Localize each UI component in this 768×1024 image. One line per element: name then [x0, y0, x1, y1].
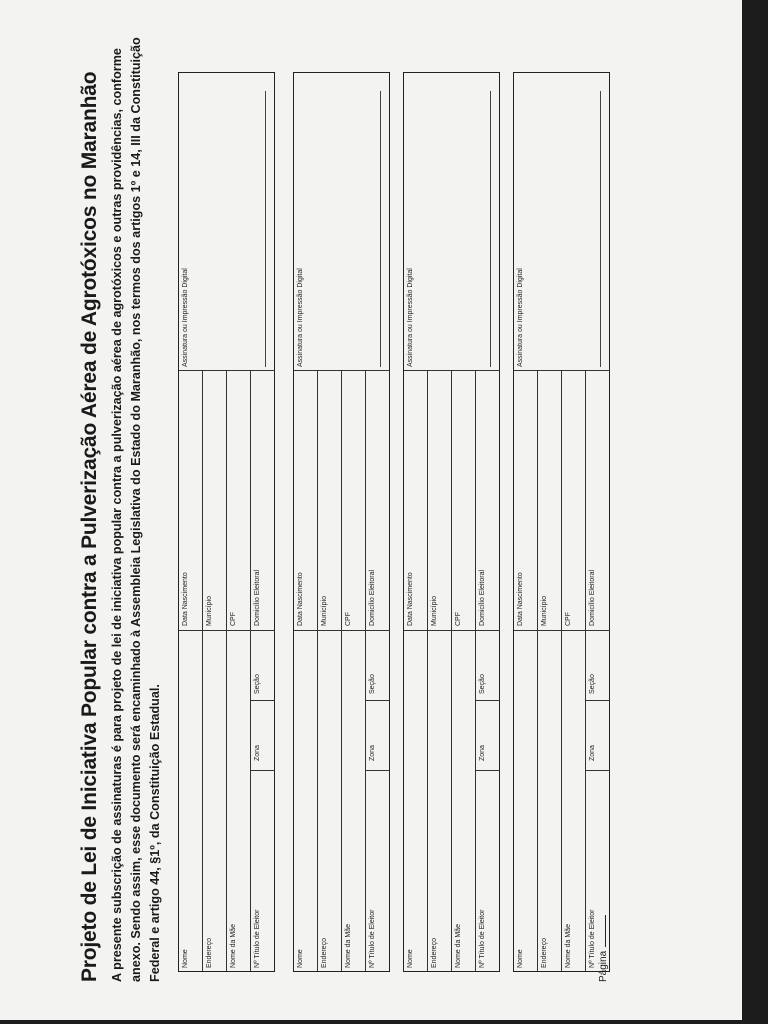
- signature-form: [293, 72, 390, 972]
- divider: [251, 700, 275, 701]
- label-nome-mae: Nome da Mãe: [565, 924, 572, 968]
- divider: [251, 770, 275, 771]
- row-nome: [294, 371, 318, 971]
- signature-line: [380, 91, 381, 367]
- signature-line: [490, 91, 491, 367]
- row-endereco: [538, 371, 562, 971]
- row-nome-mae: [562, 371, 586, 971]
- document-title: Projeto de Lei de Iniciativa Popular contra a Pulverização Aérea de Agrotóxicos no Maranhão: [78, 71, 101, 982]
- row-nome-mae: [452, 371, 476, 971]
- divider: [586, 770, 610, 771]
- label-assinatura: Assinatura ou Impressão Digital: [182, 268, 189, 367]
- label-data-nascimento: Data Nascimento: [182, 572, 189, 626]
- label-nome: Nome: [517, 949, 524, 968]
- label-nome: Nome: [182, 949, 189, 968]
- label-cpf: CPF: [230, 612, 237, 626]
- label-pagina: Página: [598, 950, 609, 982]
- label-data-nascimento: Data Nascimento: [297, 572, 304, 626]
- row-endereco: [203, 371, 227, 971]
- label-municipio: Município: [321, 596, 328, 626]
- label-municipio: Município: [206, 596, 213, 626]
- row-nome: [514, 371, 538, 971]
- divider: [294, 630, 390, 631]
- dark-background-bottom: [0, 1020, 768, 1024]
- label-municipio: Município: [541, 596, 548, 626]
- label-titulo: Nº Título de Eleitor: [254, 909, 261, 968]
- row-titulo: [476, 371, 500, 971]
- label-cpf: CPF: [565, 612, 572, 626]
- label-cpf: CPF: [345, 612, 352, 626]
- label-endereco: Endereço: [541, 938, 548, 968]
- divider: [514, 630, 610, 631]
- row-nome: [404, 371, 428, 971]
- label-assinatura: Assinatura ou Impressão Digital: [407, 268, 414, 367]
- label-domicilio: Domicílio Eleitoral: [254, 569, 261, 626]
- signature-line: [265, 91, 266, 367]
- divider: [586, 700, 610, 701]
- label-zona: Zona: [369, 745, 376, 761]
- row-nome-mae: [227, 371, 251, 971]
- divider: [294, 370, 390, 371]
- divider: [179, 370, 275, 371]
- signature-form: [513, 72, 610, 972]
- label-nome-mae: Nome da Mãe: [455, 924, 462, 968]
- label-endereco: Endereço: [206, 938, 213, 968]
- page-number-blank: [605, 915, 606, 947]
- divider: [366, 700, 390, 701]
- label-data-nascimento: Data Nascimento: [517, 572, 524, 626]
- divider: [366, 770, 390, 771]
- label-nome: Nome: [297, 949, 304, 968]
- label-secao: Seção: [479, 674, 486, 694]
- label-zona: Zona: [254, 745, 261, 761]
- label-zona: Zona: [479, 745, 486, 761]
- label-secao: Seção: [369, 674, 376, 694]
- label-assinatura: Assinatura ou Impressão Digital: [297, 268, 304, 367]
- label-domicilio: Domicílio Eleitoral: [479, 569, 486, 626]
- divider: [179, 630, 275, 631]
- row-titulo: [366, 371, 390, 971]
- row-nome-mae: [342, 371, 366, 971]
- divider: [514, 370, 610, 371]
- dark-background-edge: [742, 0, 768, 1024]
- label-domicilio: Domicílio Eleitoral: [369, 569, 376, 626]
- row-titulo: [586, 371, 610, 971]
- row-nome: [179, 371, 203, 971]
- label-nome-mae: Nome da Mãe: [345, 924, 352, 968]
- label-zona: Zona: [589, 745, 596, 761]
- label-titulo: Nº Título de Eleitor: [369, 909, 376, 968]
- signature-line: [600, 91, 601, 367]
- label-secao: Seção: [254, 674, 261, 694]
- divider: [404, 370, 500, 371]
- label-nome-mae: Nome da Mãe: [230, 924, 237, 968]
- row-endereco: [428, 371, 452, 971]
- label-titulo: Nº Título de Eleitor: [479, 909, 486, 968]
- label-endereco: Endereço: [431, 938, 438, 968]
- divider: [404, 630, 500, 631]
- signature-form: [403, 72, 500, 972]
- label-endereco: Endereço: [321, 938, 328, 968]
- divider: [476, 770, 500, 771]
- page-number-field: [598, 915, 609, 982]
- label-secao: Seção: [589, 674, 596, 694]
- label-cpf: CPF: [455, 612, 462, 626]
- row-endereco: [318, 371, 342, 971]
- signature-form: [178, 72, 275, 972]
- label-municipio: Município: [431, 596, 438, 626]
- row-titulo: [251, 371, 275, 971]
- label-nome: Nome: [407, 949, 414, 968]
- label-assinatura: Assinatura ou Impressão Digital: [517, 268, 524, 367]
- label-data-nascimento: Data Nascimento: [407, 572, 414, 626]
- label-domicilio: Domicílio Eleitoral: [589, 569, 596, 626]
- rotated-document: [78, 22, 638, 982]
- label-titulo: Nº Título de Eleitor: [589, 909, 596, 968]
- divider: [476, 700, 500, 701]
- intro-paragraph: A presente subscrição de assinaturas é para projeto de lei de iniciativa popular contra a pulverização aérea de agrotóxicos e outras providências, conforme anexo. Sendo assim, esse documento será encaminhado à Assembleia Legislativa do Estado do Maranhão, nos termos dos artigos 1º e 14, III da Constituição Federal e artigo 44, §1º, da Constituição Estadual.: [110, 37, 162, 982]
